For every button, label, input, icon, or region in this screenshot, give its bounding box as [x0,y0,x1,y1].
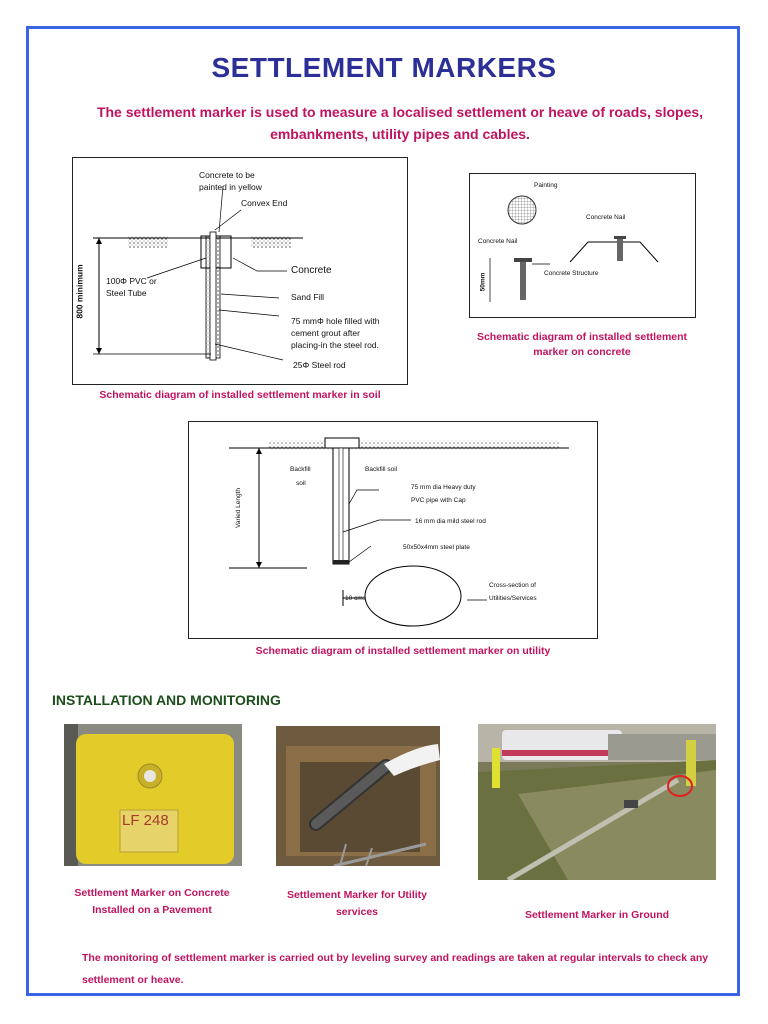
utility-diagram-drawing [189,422,599,640]
concrete-caption-2: marker on concrete [533,346,631,358]
soil-diagram [72,157,408,385]
page-title: SETTLEMENT MARKERS [211,52,557,83]
label-hole-2: cement grout after [291,328,360,338]
photo-2-caption-1: Settlement Marker for Utility [286,889,428,901]
label-gap: 10 cms [345,595,366,602]
label-backfill-soil: Backfill soil [365,466,398,473]
photo-ground-marker [478,724,716,880]
label-sand-fill: Sand Fill [291,292,325,302]
concrete-diagram [469,173,696,318]
label-pvc-2: Steel Tube [106,288,147,298]
photo-utility-drawing [276,726,440,866]
utility-diagram [188,421,598,639]
label-50mm: 50mm [479,272,487,292]
label-concrete: Concrete [291,265,332,276]
label-convex-end: Convex End [241,198,288,208]
label-mild-steel-rod: 16 mm dia mild steel rod [415,518,486,525]
photo-utility-marker [276,726,440,866]
label-concrete-structure: Concrete Structure [544,270,599,277]
section-title: INSTALLATION AND MONITORING [52,692,281,708]
label-painting: Painting [534,182,558,189]
label-cross-section-1: Cross-section of [489,582,536,589]
label-varied-length: Varied Length [235,488,242,528]
marker-plate-text: LF 248 [122,812,169,829]
label-concrete-nail-right: Concrete Nail [586,214,626,221]
label-pvc-pipe-1: 75 mm dia Heavy duty [411,484,476,491]
photo-1-caption-2: Installed on a Pavement [92,904,212,916]
photo-3-caption: Settlement Marker in Ground [524,909,670,921]
footer-text: The monitoring of settlement marker is carried out by leveling survey and readings are taken at regular intervals to check any settlement or heave. [82,952,709,986]
label-min-depth: 800 minimum [74,264,85,319]
concrete-diagram-drawing [470,174,697,319]
label-cross-section-2: Utilities/Services [489,595,537,602]
photo-concrete-marker [64,724,242,866]
label-hole-3: placing-in the steel rod. [291,340,379,350]
label-painted-yellow: painted in yellow [199,182,262,192]
label-steel-rod: 25Φ Steel rod [293,360,346,370]
label-concrete-nail-left: Concrete Nail [478,238,518,245]
soil-diagram-caption: Schematic diagram of installed settlement marker in soil [99,389,381,401]
photo-1-caption-1: Settlement Marker on Concrete [74,887,230,899]
intro-text: The settlement marker is used to measure a localised settlement or heave of roads, slopes, embankments, utility pipes and cables. [96,104,704,142]
label-pvc-1: 100Φ PVC or [106,276,157,286]
concrete-caption-1: Schematic diagram of installed settlement [476,331,688,343]
photo-2-caption-2: services [335,906,379,918]
label-steel-plate: 50x50x4mm steel plate [403,544,470,551]
label-concrete-to-be: Concrete to be [199,170,255,180]
utility-diagram-caption: Schematic diagram of installed settlement marker on utility [255,645,551,657]
photo-concrete-drawing [64,724,242,866]
label-backfill-1: Backfill [290,466,311,473]
photo-ground-drawing [478,724,716,880]
label-pvc-pipe-2: PVC pipe with Cap [411,497,466,504]
label-backfill-2: soil [296,480,306,487]
label-hole-1: 75 mmΦ hole filled with [291,316,380,326]
